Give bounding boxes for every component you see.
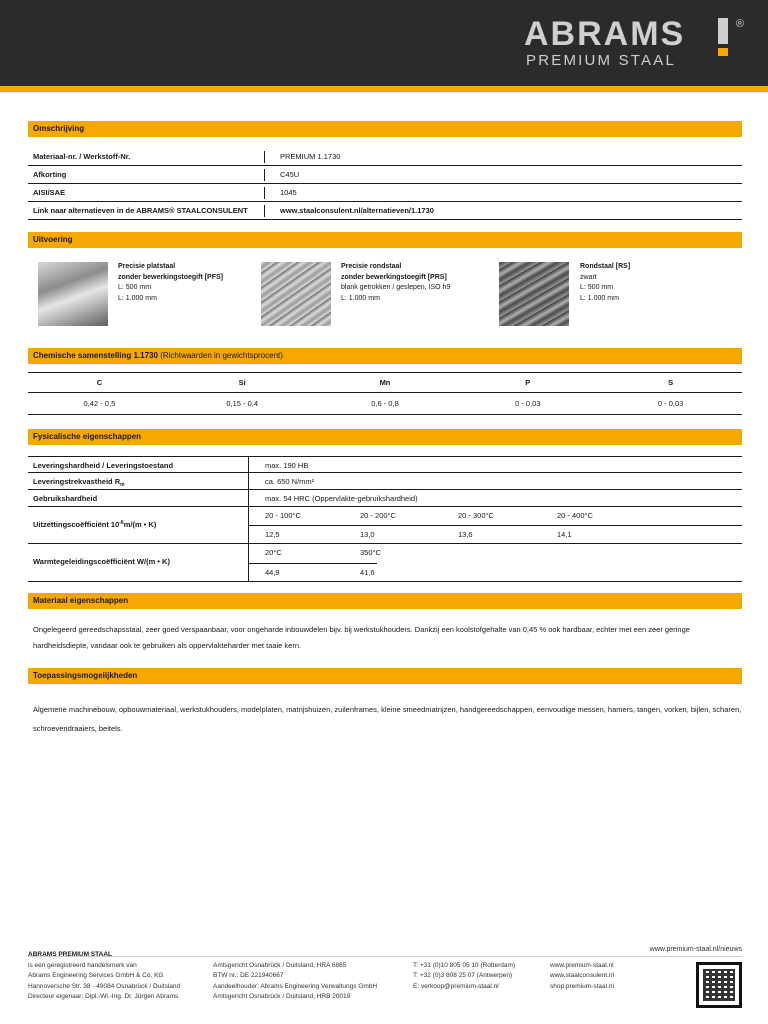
footer-phone[interactable]: T: +31 (0)10 805 05 10 (Rotterdam) — [413, 961, 516, 969]
toepassing-description: Algemene machinebouw, opbouwmateriaal, werkstukhouders, modelplaten, matrijshuizen, zuilenframes, kleine smeedmatrijzen, handgereedschappen, eenvoudige messen, hamers, tangen, vorken, bijlen, scharen, schroevendraaiers, beitels. — [33, 705, 742, 733]
row-value: max. 190 HB — [265, 461, 309, 470]
footer-company-name: ABRAMS PREMIUM STAAL — [28, 951, 113, 958]
column-divider — [248, 473, 249, 489]
product-line: blank getrokken / geslepen, ISO h9 — [341, 284, 451, 291]
temp-header: 20 - 300°C — [458, 511, 494, 520]
element-value: 0,15 - 0,4 — [226, 399, 259, 408]
element-value: 0 - 0,03 — [657, 399, 684, 408]
temp-value: 13,6 — [458, 530, 473, 539]
table-row — [28, 473, 742, 490]
page-header — [0, 0, 768, 86]
table-row — [28, 393, 742, 415]
row-label: Gebruikshardheid — [33, 494, 98, 503]
temp-header: 20 - 100°C — [265, 511, 301, 520]
temp-value: 41,6 — [360, 568, 375, 577]
section-omschrijving-title: Omschrijving — [28, 121, 742, 137]
product-description — [118, 262, 223, 304]
temp-header: 350°C — [360, 548, 381, 557]
footer-link[interactable]: www.premium-staal.nl — [550, 961, 614, 969]
product-line: zonder bewerkingstoegift [PFS] — [118, 273, 224, 281]
table-row — [28, 490, 742, 507]
table-row — [28, 456, 742, 473]
table-row — [28, 544, 742, 582]
column-divider — [248, 490, 249, 506]
footer-link[interactable]: www.staalconsulent.nl — [550, 972, 614, 980]
logo-dot-icon — [718, 48, 728, 56]
row-label — [33, 477, 125, 486]
footer-line: is een geregistreerd handelsmerk van — [28, 961, 137, 969]
section-uitvoering-title: Uitvoering — [28, 232, 742, 248]
logo-subtitle: PREMIUM STAAL — [526, 52, 677, 69]
table-row — [28, 507, 742, 544]
column-divider — [264, 151, 265, 163]
registered-mark: ® — [735, 18, 744, 30]
table-row — [28, 202, 742, 220]
table-row — [28, 148, 742, 166]
row-value: PREMIUM 1.1730 — [280, 152, 341, 161]
trek-label: Leveringstrekvastheid R — [33, 477, 121, 486]
element-value: 0,42 - 0,5 — [83, 399, 116, 408]
element-value: 0,6 - 0,8 — [371, 399, 399, 408]
element-value: 0 - 0,03 — [515, 399, 541, 408]
temp-header: 20 - 200°C — [360, 511, 396, 520]
row-divider — [249, 525, 742, 526]
row-label: Warmtegeleidingscoëfficiënt W/(m • K) — [33, 557, 170, 566]
row-label: Link naar alternatieven in de ABRAMS® STAALCONSULENT — [33, 206, 248, 215]
row-label: Leveringshardheid / Leveringstoestand — [33, 461, 174, 470]
element-header: Mn — [379, 378, 391, 387]
product-line: L: 1.000 mm — [118, 294, 157, 302]
element-header: Si — [238, 378, 246, 387]
row-value: ca. 650 N/mm² — [265, 477, 315, 486]
product-line: L: 1.000 mm — [580, 294, 619, 302]
row-label: Afkorting — [33, 170, 67, 179]
footer-company-col — [28, 950, 180, 1003]
column-divider — [264, 205, 265, 217]
uitzetting-label: Uitzettingscoëfficiënt 10 — [33, 520, 120, 529]
footer-line: Abrams Engineering Services GmbH & Co. KG — [28, 972, 164, 980]
logo-wordmark: ABRAMS — [524, 15, 686, 53]
footer-links-col — [550, 961, 614, 993]
element-header: P — [525, 378, 531, 387]
section-materiaal-title: Materiaal eigenschappen — [28, 593, 742, 609]
footer-line: Amtsgericht Osnabrück / Duitsland, HRB 20019 — [213, 993, 351, 1001]
chemical-composition-table — [28, 372, 742, 415]
footer-line: Hannoversche Str. 38 · 49084 Osnabrück / Duitsland — [28, 982, 181, 990]
footer-contact-col — [413, 961, 515, 993]
table-row — [28, 166, 742, 184]
product-description — [341, 262, 450, 304]
product-line: zonder bewerkingstoegift [PRS] — [341, 273, 447, 281]
row-label — [33, 520, 156, 529]
column-divider — [264, 187, 265, 199]
temp-header: 20°C — [265, 548, 282, 557]
flat-steel-image — [38, 262, 108, 326]
row-label: Materiaal-nr. / Werkstoff-Nr. — [33, 152, 131, 161]
row-value: max. 54 HRC (Oppervlakte-gebruikshardheid) — [265, 494, 418, 503]
footer-line: Amtsgericht Osnabrück / Duitsland, HRA 6865 — [213, 961, 347, 969]
section-toepassing-title: Toepassingsmogelijkheden — [28, 668, 742, 684]
row-value: C45U — [280, 170, 300, 179]
news-link[interactable]: www.premium-staal.nl/nieuws — [649, 946, 742, 953]
temp-value: 12,5 — [265, 530, 280, 539]
footer-line: BTW nr.: DE 221940667 — [213, 972, 284, 980]
table-header-row — [28, 373, 742, 393]
column-divider — [264, 169, 265, 181]
black-round-steel-image — [499, 262, 569, 326]
footer-line: Directeur eigenaar: Dipl.-Wi.-Ing. Dr. Jürgen Abrams — [28, 993, 179, 1001]
product-line: zwart — [580, 273, 597, 281]
omschrijving-table — [28, 148, 742, 220]
temp-value: 14,1 — [557, 530, 572, 539]
product-title: Rondstaal [RS] — [580, 263, 631, 270]
footer-registry-col — [213, 961, 377, 1003]
section-title: Chemische samenstelling 1.1730 — [33, 351, 158, 360]
header-accent-line — [0, 86, 768, 92]
alternatives-link[interactable]: www.staalconsulent.nl/alternatieven/1.1730 — [280, 206, 434, 215]
temp-value: 13,0 — [360, 530, 375, 539]
row-divider — [249, 563, 377, 564]
row-value: 1045 — [280, 188, 297, 197]
product-line: L: 1.000 mm — [341, 294, 380, 302]
uitzetting-superscript: -6 — [119, 520, 124, 526]
footer-line: Aandeelhouder: Abrams Engineering Verwaltungs GmbH — [213, 982, 378, 990]
product-title: Precisie platstaal — [118, 263, 176, 270]
temp-value: 44,9 — [265, 568, 280, 577]
abrams-logo — [524, 14, 744, 70]
product-line: L: 500 mm — [118, 284, 152, 291]
footer-phone[interactable]: T: +32 (0)3 808 25 07 (Antwerpen) — [413, 972, 513, 980]
product-line: L: 500 mm — [580, 284, 614, 291]
logo-exclamation-icon — [718, 18, 728, 44]
materiaal-description: Ongelegeerd gereedschapsstaal, zeer goed verspaanbaar, voor ongeharde inbouwdelen bijv. bij werkstukhouders. Dankzij een koolstofgehalte van 0,45 % ook hardbaar, echter met een zeer geringe hardheidsdiepte, vandaar ook te gebruiken als oppervlakteharder met taaie kern. — [33, 625, 690, 650]
physical-properties-table — [28, 456, 742, 582]
element-header: C — [96, 378, 103, 387]
row-label: AISI/SAE — [33, 188, 66, 197]
section-fysisch-title: Fysicalische eigenschappen — [28, 429, 742, 445]
table-row — [28, 184, 742, 202]
product-description — [580, 262, 630, 304]
section-title-note: (Richtwaarden in gewichtsprocent) — [160, 351, 283, 360]
section-chemisch-title — [28, 348, 742, 364]
product-title: Precisie rondstaal — [341, 263, 402, 270]
trek-subscript: m — [120, 482, 125, 488]
qr-code-icon[interactable] — [696, 962, 742, 1008]
round-steel-image — [261, 262, 331, 326]
footer-email[interactable]: E: verkoop@premium-staal.nl — [413, 982, 499, 990]
column-divider — [248, 457, 249, 473]
temp-header: 20 - 400°C — [557, 511, 593, 520]
footer-link[interactable]: shop.premium-staal.nl — [550, 982, 614, 990]
uitzetting-unit: m/(m • K) — [123, 520, 157, 529]
element-header: S — [668, 378, 674, 387]
